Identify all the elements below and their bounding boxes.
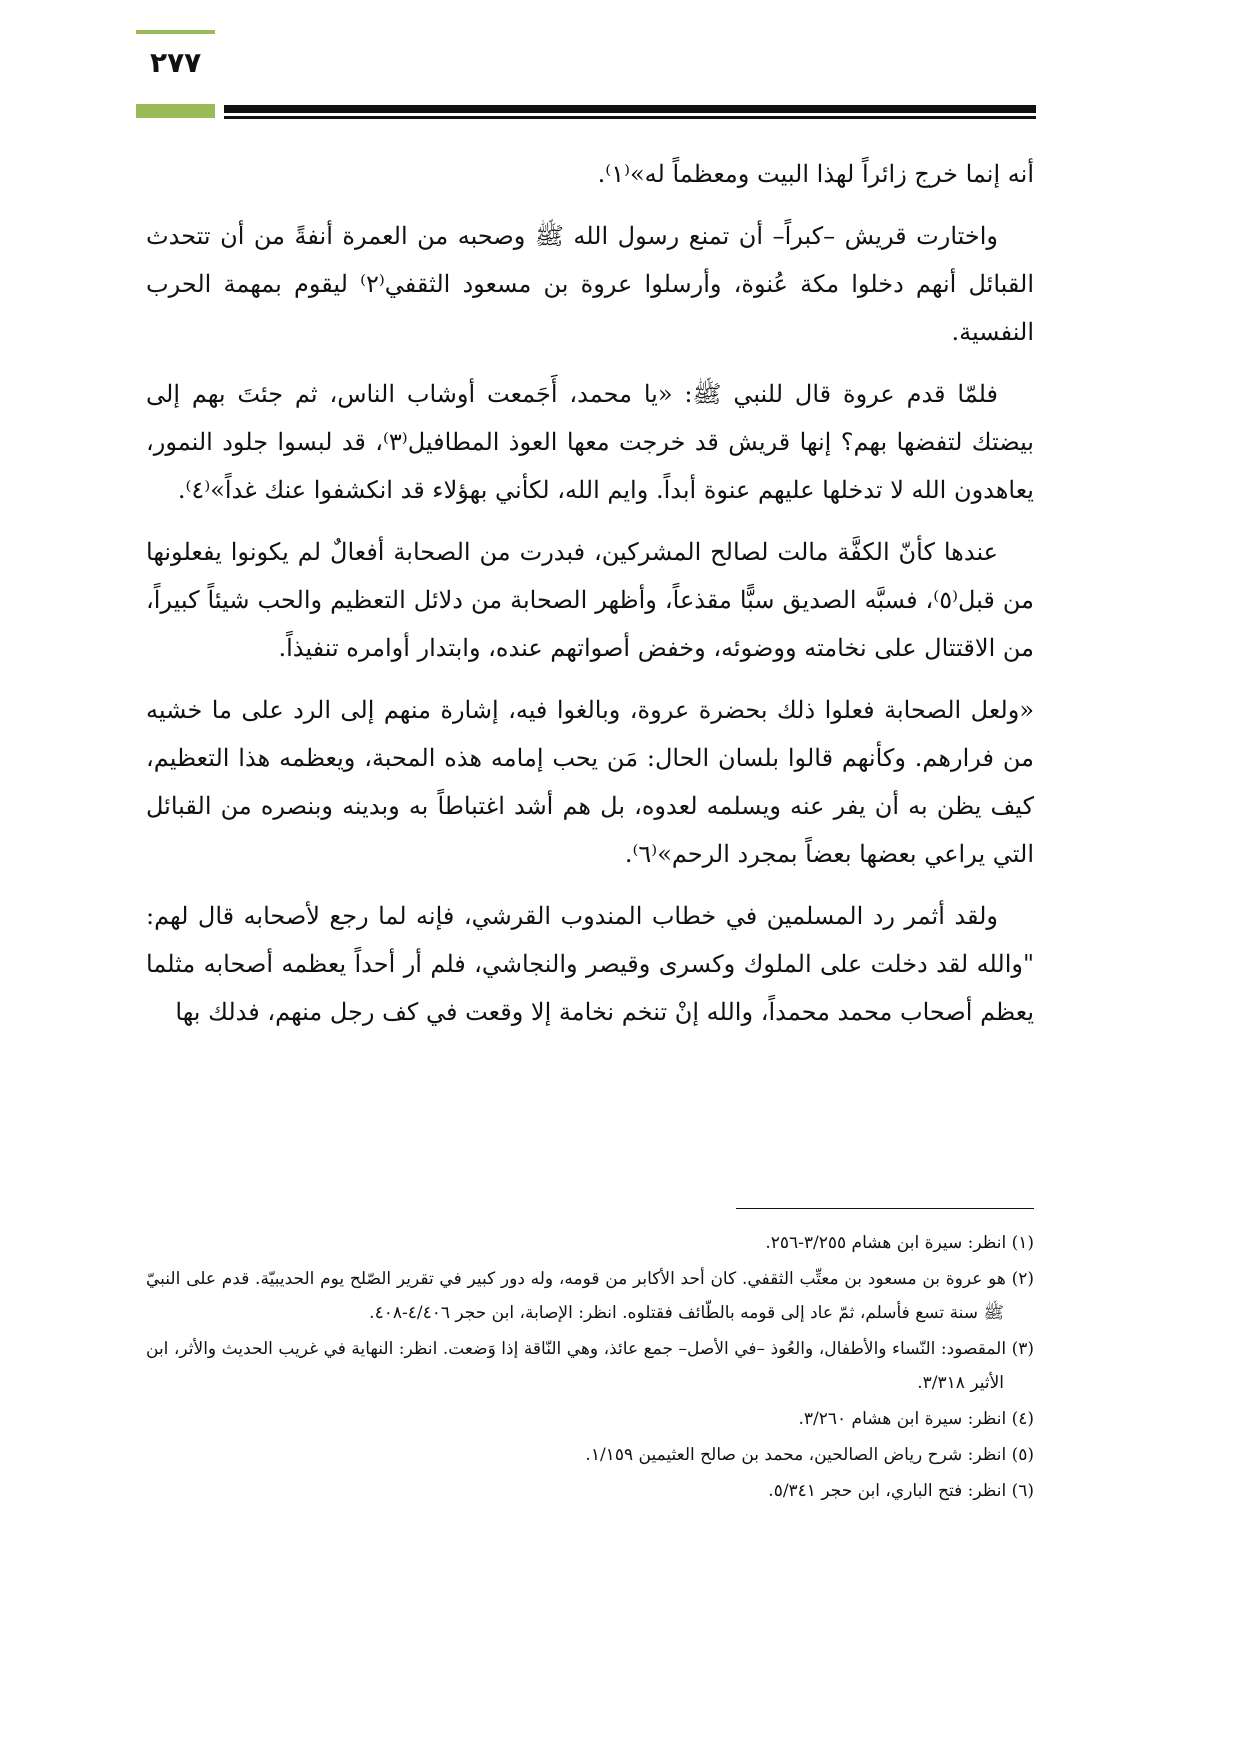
paragraph: فلمّا قدم عروة قال للنبي ﷺ: «يا محمد، أَجَمعت أوشاب الناس، ثم جئتَ بهم إلى بيضتك لتفضها بهم؟ إنها قريش قد خرجت معها العوذ المطافيل⁽٣⁾، قد لبسوا جلود النمور، يعاهدون الله لا تدخلها عليهم عنوة أبداً. وايم الله، لكأني بهؤلاء قد انكشفوا عنك غداً»⁽٤⁾. — [146, 380, 1034, 504]
paragraph: «ولعل الصحابة فعلوا ذلك بحضرة عروة، وبالغوا فيه، إشارة منهم إلى الرد على ما خشيه من فرارهم. وكأنهم قالوا بلسان الحال: مَن يحب إمامه هذه المحبة، ويعظمه هذا التعظيم، كيف يظن به أن يفر عنه ويسلمه لعدوه، بل هم أشد اغتباطاً به وبدينه وبنصره من القبائل التي يراعي بعضها بعضاً بمجرد الرحم»⁽٦⁾. — [146, 696, 1034, 868]
paragraph: واختارت قريش –كبراً– أن تمنع رسول الله ﷺ وصحبه من العمرة أنفةً من أن تتحدث القبائل أنهم دخلوا مكة عُنوة، وأرسلوا عروة بن مسعود الثقفي⁽٢⁾ ليقوم بمهمة الحرب النفسية. — [146, 222, 1035, 346]
header-rule — [224, 105, 1036, 113]
header-rule-thin — [224, 116, 1036, 119]
footnote: (١) انظر: سيرة ابن هشام ٣/٢٥٥-٢٥٦. — [765, 1233, 1034, 1253]
footnotes — [146, 1226, 1034, 1510]
footnote: (٤) انظر: سيرة ابن هشام ٣/٢٦٠. — [798, 1409, 1034, 1429]
header-accent-bar-top — [136, 30, 215, 34]
paragraph: عندها كأنّ الكفَّة مالت لصالح المشركين، فبدرت من الصحابة أفعالٌ لم يكونوا يفعلونها من قبل⁽٥⁾، فسبَّه الصديق سبًّا مقذعاً، وأظهر الصحابة من دلائل التعظيم والحب شيئاً كبيراً، من الاقتتال على نخامته ووضوئه، وخفض أصواتهم عنده، وابتدار أوامره تنفيذاً. — [146, 538, 1034, 662]
footnote: (٥) انظر: شرح رياض الصالحين، محمد بن صالح العثيمين ١/١٥٩. — [585, 1445, 1034, 1465]
main-text — [146, 150, 1034, 1050]
footnote: (٦) انظر: فتح الباري، ابن حجر ٥/٣٤١. — [768, 1481, 1034, 1501]
paragraph: ولقد أثمر رد المسلمين في خطاب المندوب القرشي، فإنه لما رجع لأصحابه قال لهم: "والله لقد دخلت على الملوك وكسرى وقيصر والنجاشي، فلم أر أحداً يعظمه أصحابه مثلما يعظم أصحاب محمد محمداً، والله إنْ تنخم نخامة إلا وقعت في كف رجل منهم، فدلك بها — [146, 902, 1034, 1026]
footnote: (٣) المقصود: النّساء والأطفال، والعُوذ –في الأصل– جمع عائذ، وهي النّاقة إذا وَضعت. انظر: النهاية في غريب الحديث والأثر، ابن الأثير ٣/٣١٨. — [146, 1339, 1034, 1393]
footnote: (٢) هو عروة بن مسعود بن معتِّب الثقفي. كان أحد الأكابر من قومه، وله دور كبير في تقرير الصّلح يوم الحديبيّة. قدم على النبيّ ﷺ سنة تسع فأسلم، ثمّ عاد إلى قومه بالطّائف فقتلوه. انظر: الإصابة، ابن حجر ٤/٤٠٦-٤٠٨. — [146, 1269, 1034, 1323]
footnote-separator — [736, 1208, 1034, 1209]
page-number: ٢٧٧ — [150, 46, 202, 79]
paragraph: أنه إنما خرج زائراً لهذا البيت ومعظماً له»⁽١⁾. — [597, 160, 1034, 188]
header-accent-bar-bottom — [136, 104, 215, 118]
